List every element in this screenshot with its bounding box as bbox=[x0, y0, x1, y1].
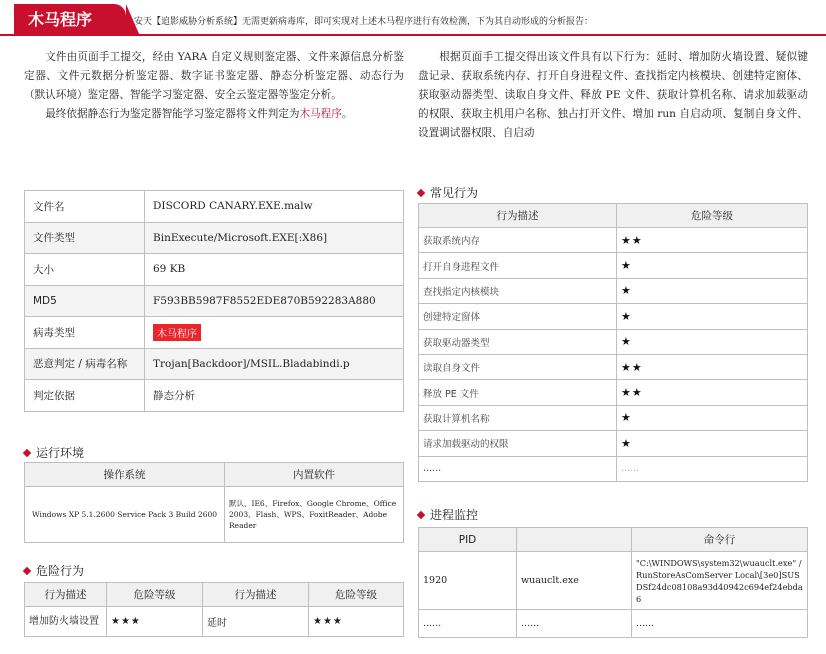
table-cell: 释放 PE 文件 bbox=[419, 380, 617, 405]
common-section-title bbox=[416, 184, 478, 201]
table-cell: ★★ bbox=[617, 380, 808, 405]
table-cell: 获取系统内存 bbox=[419, 228, 617, 253]
info-value: 静态分析 bbox=[145, 380, 404, 412]
proc-title-text: 进程监控 bbox=[430, 508, 479, 522]
table-cell: ★★ bbox=[617, 354, 808, 379]
table-row bbox=[419, 253, 808, 278]
column-header: 危险等级 bbox=[309, 583, 404, 607]
table-header-row bbox=[419, 204, 808, 228]
software-cell: 默认、IE6、Firefox、Google Chrome、Office 2003、Flash、WPS、FoxitReader、Adobe Reader bbox=[225, 487, 404, 543]
common-title-text: 常见行为 bbox=[430, 186, 479, 200]
table-cell: ★ bbox=[617, 405, 808, 430]
column-header: 操作系统 bbox=[25, 463, 225, 487]
table-row bbox=[419, 405, 808, 430]
command-line-cell: "C:\WINDOWS\system32\wuauclt.exe" /RunStoreAsComServer Local\[3e0]SUSDSf24dc08108a93d40942c694ef24ebda6 bbox=[632, 552, 808, 610]
info-key: MD5 bbox=[25, 285, 145, 317]
info-value: DISCORD CANARY.EXE.malw bbox=[145, 191, 404, 223]
table-row bbox=[419, 278, 808, 303]
table-cell: ★ bbox=[617, 431, 808, 456]
info-key: 大小 bbox=[25, 254, 145, 286]
behavior-text: 根据页面手工提交得出该文件具有以下行为：延时、增加防火墙设置、疑似键盘记录、获取系统内存、打开自身进程文件、查找指定内核模块、创建特定窗体、获取驱动器类型、读取自身文件、释放 PE 文件、获取计算机名称、请求加载驱动的权限、获取主机用户名称、独占打开文件、增加 run 自启动项、复制自身文件、设置调试器权限、自启动 bbox=[418, 51, 808, 139]
table-row bbox=[25, 487, 404, 543]
behavior-paragraph bbox=[418, 48, 808, 143]
section-badge: 木马程序 bbox=[14, 4, 126, 36]
command-line-cell: ...... bbox=[632, 610, 808, 638]
verdict-text bbox=[24, 105, 404, 124]
table-cell: 获取驱动器类型 bbox=[419, 329, 617, 354]
table-row bbox=[419, 610, 808, 638]
diamond-bullet-icon bbox=[417, 511, 425, 519]
info-value: 69 KB bbox=[145, 254, 404, 286]
table-cell: ★ bbox=[617, 253, 808, 278]
summary-paragraph bbox=[24, 48, 404, 124]
table-row bbox=[25, 607, 404, 637]
diamond-bullet-icon bbox=[23, 567, 31, 575]
column-header: 行为描述 bbox=[419, 204, 617, 228]
table-row bbox=[419, 228, 808, 253]
table-cell: 延时 bbox=[203, 607, 309, 637]
table-cell: 增加防火墙设置 bbox=[25, 607, 107, 637]
table-row bbox=[25, 254, 404, 286]
page-header bbox=[0, 0, 826, 40]
danger-table bbox=[24, 582, 404, 637]
table-cell: 请求加载驱动的权限 bbox=[419, 431, 617, 456]
info-key: 文件类型 bbox=[25, 222, 145, 254]
env-table bbox=[24, 462, 404, 543]
table-row bbox=[25, 222, 404, 254]
table-cell: ...... bbox=[617, 456, 808, 481]
process-name-cell: ...... bbox=[517, 610, 632, 638]
env-section-title bbox=[22, 444, 84, 461]
process-name-cell: wuauclt.exe bbox=[517, 552, 632, 610]
table-cell: ★★★ bbox=[309, 607, 404, 637]
table-cell: ★ bbox=[617, 304, 808, 329]
os-cell: Windows XP 5.1.2600 Service Pack 3 Build 2600 bbox=[25, 487, 225, 543]
column-header: 行为描述 bbox=[203, 583, 309, 607]
table-row bbox=[25, 380, 404, 412]
table-row bbox=[419, 354, 808, 379]
column-header bbox=[517, 528, 632, 552]
header-intro: 安天【追影威胁分析系统】无需更新病毒库，即可实现对上述木马程序进行有效检测，下为其自动形成的分析报告： bbox=[134, 17, 594, 27]
file-info-table bbox=[24, 190, 404, 412]
verdict-suffix: 。 bbox=[341, 108, 353, 120]
table-cell: 创建特定窗体 bbox=[419, 304, 617, 329]
diamond-bullet-icon bbox=[417, 189, 425, 197]
table-cell: ★ bbox=[617, 329, 808, 354]
table-row bbox=[25, 317, 404, 349]
proc-section-title bbox=[416, 506, 478, 523]
diamond-bullet-icon bbox=[23, 449, 31, 457]
table-row bbox=[25, 285, 404, 317]
common-behavior-table bbox=[418, 203, 808, 482]
verdict-highlight: 木马程序 bbox=[299, 108, 342, 120]
virus-type-badge: 木马程序 bbox=[153, 324, 201, 341]
table-row bbox=[419, 456, 808, 481]
table-row bbox=[419, 431, 808, 456]
danger-section-title bbox=[22, 562, 84, 579]
column-header: 行为描述 bbox=[25, 583, 107, 607]
column-header: 危险等级 bbox=[617, 204, 808, 228]
table-cell: ★★★ bbox=[107, 607, 203, 637]
table-row bbox=[25, 348, 404, 380]
table-header-row bbox=[419, 528, 808, 552]
table-cell: ...... bbox=[419, 456, 617, 481]
table-cell: ★ bbox=[617, 278, 808, 303]
table-row bbox=[25, 191, 404, 223]
env-title-text: 运行环境 bbox=[36, 446, 85, 460]
info-value: Trojan[Backdoor]/MSIL.Bladabindi.p bbox=[145, 348, 404, 380]
pid-cell: 1920 bbox=[419, 552, 517, 610]
info-value bbox=[145, 317, 404, 349]
table-row bbox=[419, 552, 808, 610]
table-row bbox=[419, 304, 808, 329]
pid-cell: ...... bbox=[419, 610, 517, 638]
info-value: BinExecute/Microsoft.EXE[:X86] bbox=[145, 222, 404, 254]
table-cell: 读取自身文件 bbox=[419, 354, 617, 379]
info-value: F593BB5987F8552EDE870B592283A880 bbox=[145, 285, 404, 317]
summary-text: 文件由页面手工提交，经由 YARA 自定义规则鉴定器、文件来源信息分析鉴定器、文件元数据分析鉴定器、数字证书鉴定器、静态分析鉴定器、动态行为（默认环境）鉴定器、智能学习鉴定器、安全云鉴定器等鉴定分析。 bbox=[24, 51, 404, 101]
table-header-row bbox=[25, 583, 404, 607]
table-cell: 获取计算机名称 bbox=[419, 405, 617, 430]
info-key: 恶意判定 / 病毒名称 bbox=[25, 348, 145, 380]
column-header: 危险等级 bbox=[107, 583, 203, 607]
column-header: PID bbox=[419, 528, 517, 552]
process-table bbox=[418, 527, 808, 638]
table-row bbox=[419, 380, 808, 405]
info-key: 判定依据 bbox=[25, 380, 145, 412]
info-key: 文件名 bbox=[25, 191, 145, 223]
column-header: 命令行 bbox=[632, 528, 808, 552]
table-header-row bbox=[25, 463, 404, 487]
verdict-prefix: 最终依据静态行为鉴定器智能学习鉴定器将文件判定为 bbox=[45, 108, 300, 120]
table-cell: ★★ bbox=[617, 228, 808, 253]
table-cell: 查找指定内核模块 bbox=[419, 278, 617, 303]
danger-title-text: 危险行为 bbox=[36, 564, 85, 578]
table-row bbox=[419, 329, 808, 354]
info-key: 病毒类型 bbox=[25, 317, 145, 349]
column-header: 内置软件 bbox=[225, 463, 404, 487]
table-cell: 打开自身进程文件 bbox=[419, 253, 617, 278]
